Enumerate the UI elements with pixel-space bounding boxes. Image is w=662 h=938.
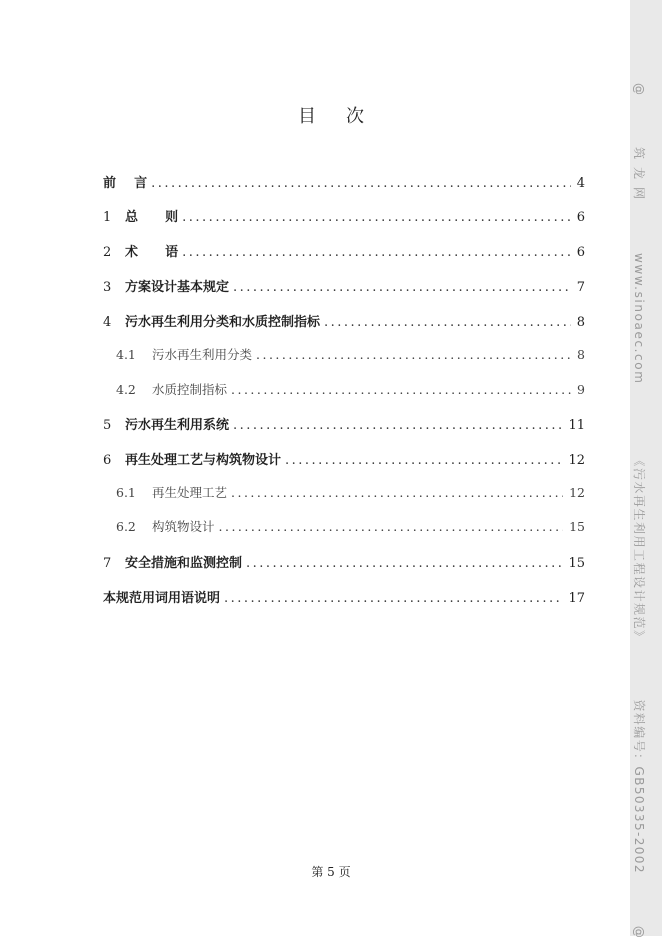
toc-label: 方案设计基本规定 <box>125 280 230 295</box>
footer-prefix: 第 <box>311 865 324 879</box>
toc-leader-dots <box>246 556 562 571</box>
toc-page-number: 15 <box>568 556 585 571</box>
page-footer <box>0 863 662 880</box>
toc-leader-dots <box>324 315 571 330</box>
watermark-site-name: 筑龙网 <box>632 147 646 208</box>
title-char-left: 目 <box>298 106 316 127</box>
toc-label: 水质控制指标 <box>152 382 228 397</box>
toc-page-number: 6 <box>576 210 585 225</box>
toc-entry-preface[interactable] <box>103 172 585 192</box>
toc-number: 4.1 <box>116 347 136 362</box>
toc-page-number: 7 <box>576 280 585 295</box>
toc-leader-dots <box>285 453 562 468</box>
toc-leader-dots <box>231 382 571 397</box>
watermark-book-title: 《污水再生利用工程设计规范》 <box>632 454 646 644</box>
footer-page-number: 5 <box>327 865 335 879</box>
toc-page-number: 6 <box>576 245 585 260</box>
toc-leader-dots <box>256 347 571 362</box>
toc-entry-6-2[interactable] <box>116 517 585 537</box>
title-char-right: 次 <box>346 106 364 127</box>
toc-entry-6-1[interactable] <box>116 483 585 503</box>
toc-page-number: 11 <box>568 418 585 433</box>
toc-label: 污水再生利用系统 <box>125 418 230 433</box>
toc-page-number: 17 <box>568 591 585 606</box>
toc-entry-4-2[interactable] <box>116 380 585 400</box>
toc-page-number: 8 <box>576 315 585 330</box>
toc-page-number: 15 <box>569 519 585 534</box>
toc-number: 6 <box>103 453 112 468</box>
toc-leader-dots <box>231 485 563 500</box>
toc-label: 再生处理工艺与构筑物设计 <box>125 453 282 468</box>
toc-entry-4-1[interactable] <box>116 345 585 365</box>
toc-number: 4 <box>103 315 112 330</box>
toc-page-number: 8 <box>577 347 585 362</box>
toc-page-number: 9 <box>577 382 585 397</box>
toc-entry-terms-explanation[interactable] <box>103 587 585 607</box>
toc-page-number: 12 <box>569 485 585 500</box>
toc-number: 1 <box>103 210 112 225</box>
toc-leader-dots <box>233 280 571 295</box>
toc-entry-6[interactable] <box>103 449 585 469</box>
toc-entry-4[interactable] <box>103 311 585 331</box>
page-title <box>0 102 662 128</box>
toc-label: 安全措施和监测控制 <box>125 556 243 571</box>
toc-leader-dots <box>219 519 564 534</box>
toc-number: 7 <box>103 556 112 571</box>
toc-label: 污水再生利用分类 <box>152 347 253 362</box>
toc-number: 6.2 <box>116 519 136 534</box>
toc-entry-1[interactable] <box>103 206 585 226</box>
toc-entry-3[interactable] <box>103 276 585 296</box>
toc-page-number: 12 <box>568 453 585 468</box>
toc-number: 6.1 <box>116 485 136 500</box>
toc-entry-7[interactable] <box>103 552 585 572</box>
toc-number: 4.2 <box>116 382 136 397</box>
at-symbol-bottom-icon: @ <box>632 925 646 938</box>
toc-entry-2[interactable] <box>103 241 585 261</box>
watermark-doc-code: 资料编号：GB50335-2002 <box>632 699 646 874</box>
toc-label: 术 语 <box>125 245 179 260</box>
toc-leader-dots <box>182 245 571 260</box>
toc-page-number: 4 <box>576 176 585 191</box>
toc-label: 总 则 <box>125 210 179 225</box>
toc-leader-dots <box>233 418 562 433</box>
toc-leader-dots <box>151 176 571 191</box>
toc-leader-dots <box>224 591 562 606</box>
toc-number: 5 <box>103 418 112 433</box>
toc-label: 本规范用词用语说明 <box>103 591 221 606</box>
footer-suffix: 页 <box>338 865 351 879</box>
toc-entry-5[interactable] <box>103 414 585 434</box>
toc-label: 前 言 <box>103 176 148 191</box>
toc-label: 污水再生利用分类和水质控制指标 <box>125 315 321 330</box>
toc-label: 再生处理工艺 <box>152 485 228 500</box>
at-symbol-icon: @ <box>632 83 646 95</box>
toc-number: 2 <box>103 245 112 260</box>
toc-label: 构筑物设计 <box>152 519 215 534</box>
toc-leader-dots <box>182 210 571 225</box>
watermark-url: www.sinoaec.com <box>632 253 646 385</box>
toc-number: 3 <box>103 280 112 295</box>
